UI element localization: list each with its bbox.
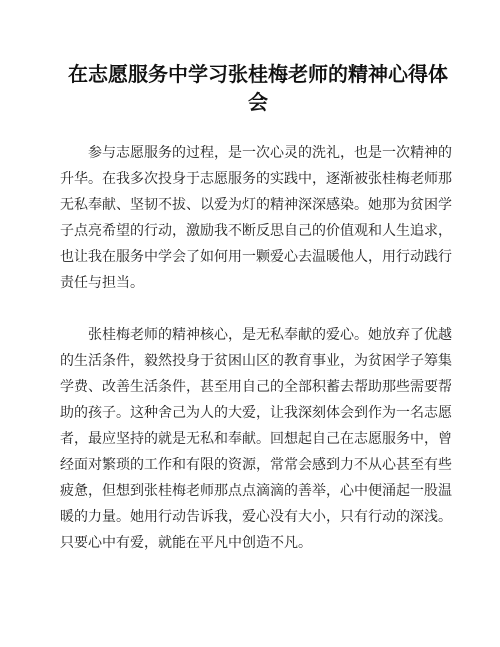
- document-title: 在志愿服务中学习张桂梅老师的精神心得体会: [68, 62, 448, 114]
- body-paragraph: 张桂梅老师的精神核心，是无私奉献的爱心。她放弃了优越的生活条件，毅然投身于贫困山区的教育事业，为贫困学子筹集学费、改善生活条件，甚至用自己的全部积蓄去帮助那些需要帮助的孩子。这种舍己为人的大爱，让我深刻体会到作为一名志愿者，最应坚持的就是无私和奉献。回想起自己在志愿服务中，曾经面对繁琐的工作和有限的资源，常常会感到力不从心甚至有些疲惫，但想到张桂梅老师那点点滴滴的善举，心中便涌起一股温暖的力量。她用行动告诉我，爱心没有大小，只有行动的深浅。只要心中有爱，就能在平凡中创造不凡。: [60, 327, 452, 551]
- document-body: [60, 140, 452, 556]
- body-paragraph: 参与志愿服务的过程，是一次心灵的洗礼，也是一次精神的升华。在我多次投身于志愿服务的实践中，逐渐被张桂梅老师那无私奉献、坚韧不拔、以爱为灯的精神深深感染。她那为贫困学子点亮希望的行动，激励我不断反思自己的价值观和人生追求，也让我在服务中学会了如何用一颗爱心去温暖他人，用行动践行责任与担当。: [60, 145, 452, 291]
